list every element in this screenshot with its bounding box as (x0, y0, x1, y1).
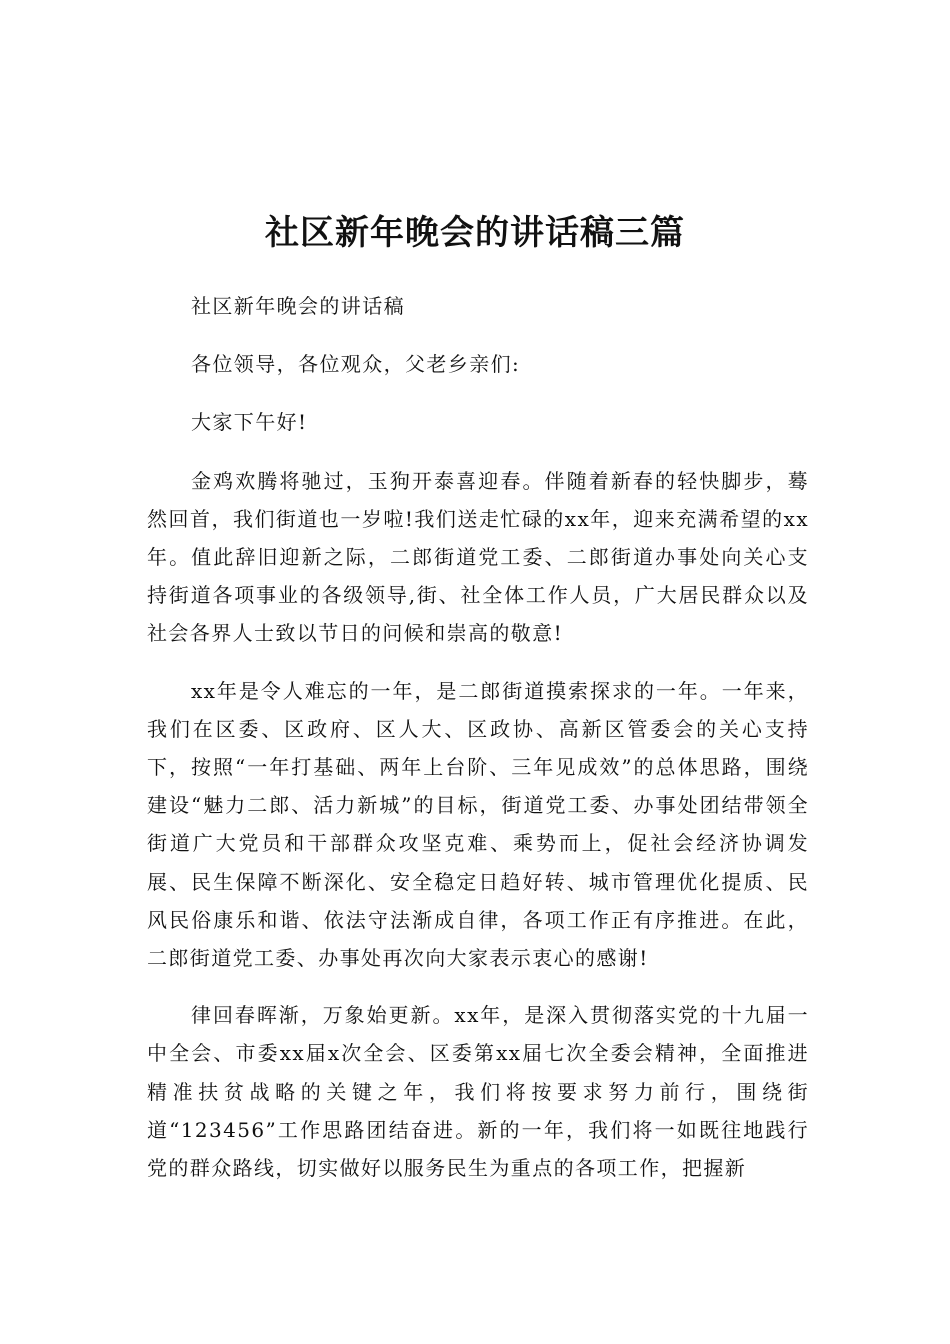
paragraph-subtitle: 社区新年晚会的讲话稿 (191, 294, 405, 318)
document-title: 社区新年晚会的讲话稿三篇 (265, 213, 685, 253)
document-body (147, 287, 809, 1187)
paragraph-salutation: 各位领导，各位观众，父老乡亲们: (191, 352, 521, 377)
paragraph: 金鸡欢腾将驰过，玉狗开泰喜迎春。伴随着新春的轻快脚步，蓦然回首，我们街道也一岁啦!我们送走忙碌的xx年，迎来充满希望的xx年。值此辞旧迎新之际，二郎街道党工委、二郎街道办事处向关心支持街道各项事业的各级领导,街、社全体工作人员，广大居民群众以及社会各界人士致以节日的问候和崇高的敬意! (147, 468, 809, 646)
paragraph-greeting: 大家下午好! (191, 410, 308, 435)
paragraph: xx年是令人难忘的一年，是二郎街道摸索探求的一年。一年来，我们在区委、区政府、区人大、区政协、高新区管委会的关心支持下，按照“一年打基础、两年上台阶、三年见成效”的总体思路，围绕建设“魅力二郎、活力新城”的目标，街道党工委、办事处团结带领全街道广大党员和干部群众攻坚克难、乘势而上，促社会经济协调发展、民生保障不断深化、安全稳定日趋好转、城市管理优化提质、民风民俗康乐和谐、依法守法渐成自律，各项工作正有序推进。在此，二郎街道党工委、办事处再次向大家表示衷心的感谢! (147, 678, 809, 971)
paragraph: 律回春晖渐，万象始更新。xx年，是深入贯彻落实党的十九届一中全会、市委xx届x次全会、区委第xx届七次全委会精神，全面推进精准扶贫战略的关键之年，我们将按要求努力前行，围绕街道“123456”工作思路团结奋进。新的一年，我们将一如既往地践行党的群众路线，切实做好以服务民生为重点的各项工作，把握新 (147, 1003, 809, 1181)
